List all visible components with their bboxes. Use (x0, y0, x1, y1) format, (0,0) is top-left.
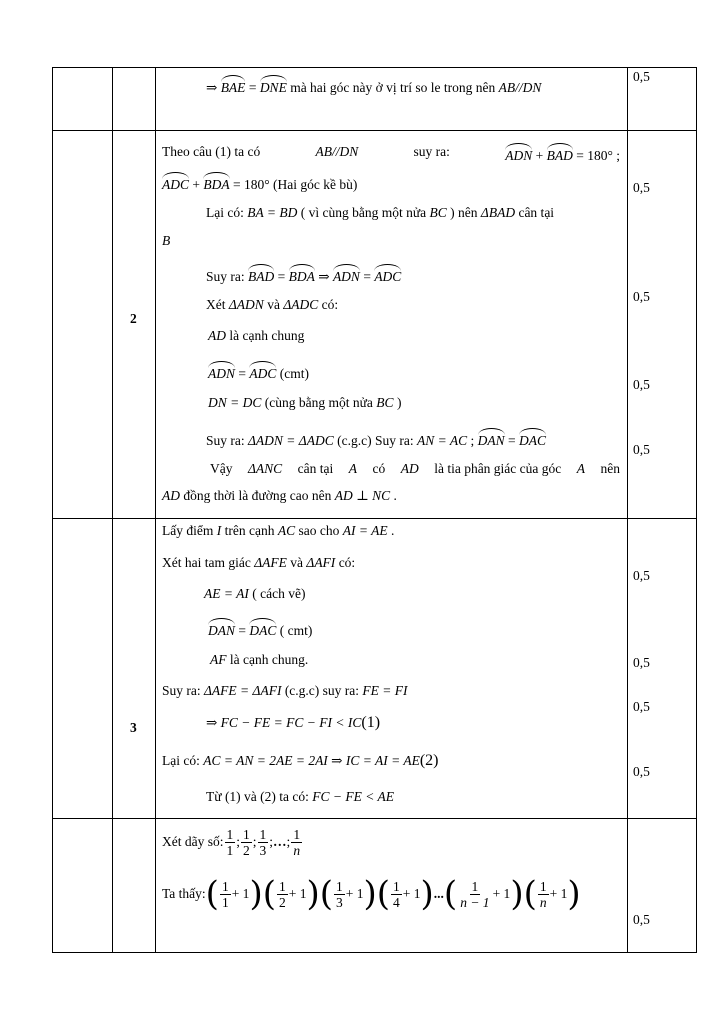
row2-line1: Theo câu (1) ta có AB//DN suy ra: ADN + BAD = 180° ; (162, 144, 620, 163)
score: 0,5 (633, 655, 650, 670)
score: 0,5 (633, 180, 650, 195)
row3-line4: DAN = DAC ( cmt) (208, 618, 312, 640)
row3-line5: AF là cạnh chung. (210, 652, 309, 667)
row-divider (53, 518, 696, 519)
row4-line2: Ta thấy: ( $\frac{1}{1}$ + 1 ) ( $\frac{1}{2}$ + 1 ) ( $\frac{1}{3}$ + 1 ) ( $\frac{1}{4}$ + 1 ) ... ( $\frac{1}{n - 1}$ + 1 ) ( $\frac{1}{n}$ + 1 ) (162, 874, 581, 914)
row2-line4: B (162, 233, 171, 248)
fraction: $\frac{1}{3}$ (259, 826, 267, 858)
row4-line1: Xét dãy số: $\frac{1}{1}$ ; $\frac{1}{2}$ ; $\frac{1}{3}$ ; … ; $\frac{1}{n}$ (162, 826, 301, 858)
row2-line3: Lại có: BA = BD ( vì cùng bằng một nửa BC ) nên ΔBAD cân tại (206, 205, 555, 220)
row-divider (53, 130, 696, 131)
row2-line11: Vậy ΔANC cân tại A có AD là tia phân giác của góc A nên (210, 461, 620, 476)
row3-line3: AE = AI ( cách vẽ) (204, 586, 306, 601)
column-divider (155, 68, 156, 952)
fraction: $\frac{1}{n - 1}$ (460, 878, 490, 910)
score: 0,5 (633, 699, 650, 714)
row3-line7: ⇒ FC − FE = FC − FI < IC(1) (206, 714, 381, 731)
row1-line: ⇒ BAE = DNE mà hai góc này ở vị trí so le trong nên AB//DN (206, 75, 541, 97)
score: 0,5 (633, 377, 650, 392)
fraction: $\frac{1}{3}$ (336, 878, 343, 910)
score: 0,5 (633, 69, 650, 84)
row2-line7: AD là cạnh chung (208, 328, 305, 343)
score: 0,5 (633, 568, 650, 583)
row2-line10: Suy ra: ΔADN = ΔADC (c.g.c) Suy ra: AN = AC ; DAN = DAC (206, 428, 546, 450)
fraction: $\frac{1}{n}$ (539, 878, 547, 910)
row2-line2: ADC + BDA = 180° (Hai góc kề bù) (162, 172, 357, 194)
fraction: $\frac{1}{2}$ (278, 878, 286, 910)
score: 0,5 (633, 912, 650, 927)
row-divider (53, 818, 696, 819)
row2-line8: ADN = ADC (cmt) (208, 361, 309, 383)
row3-line8: Lại có: AC = AN = 2AE = 2AI ⇒ IC = AI = AE(2) (162, 752, 439, 769)
row2-line5: Suy ra: BAD = BDA ⇒ ADN = ADC (206, 264, 401, 286)
column-divider (627, 68, 628, 952)
score: 0,5 (633, 764, 650, 779)
fraction: $\frac{1}{1}$ (221, 878, 229, 910)
row3-line2: Xét hai tam giác ΔAFE và ΔAFI có: (162, 555, 356, 570)
row-label: 2 (130, 311, 137, 326)
score: 0,5 (633, 442, 650, 457)
fraction: $\frac{1}{n}$ (293, 826, 301, 858)
row2-line9: DN = DC (cùng bằng một nửa BC ) (208, 395, 402, 410)
row2-line6: Xét ΔADN và ΔADC có: (206, 297, 339, 312)
grading-table (52, 67, 697, 953)
score: 0,5 (633, 289, 650, 304)
fraction: $\frac{1}{2}$ (243, 826, 250, 858)
fraction: $\frac{1}{1}$ (226, 826, 234, 858)
row3-line9: Từ (1) và (2) ta có: FC − FE < AE (206, 789, 394, 804)
row3-line1: Lấy điểm I trên cạnh AC sao cho AI = AE . (162, 523, 395, 538)
row3-line6: Suy ra: ΔAFE = ΔAFI (c.g.c) suy ra: FE = FI (162, 683, 408, 698)
column-divider (112, 68, 113, 952)
row-label: 3 (130, 720, 137, 735)
fraction: $\frac{1}{4}$ (393, 878, 400, 910)
row2-line12: AD đồng thời là đường cao nên AD ⊥ NC . (162, 488, 397, 503)
